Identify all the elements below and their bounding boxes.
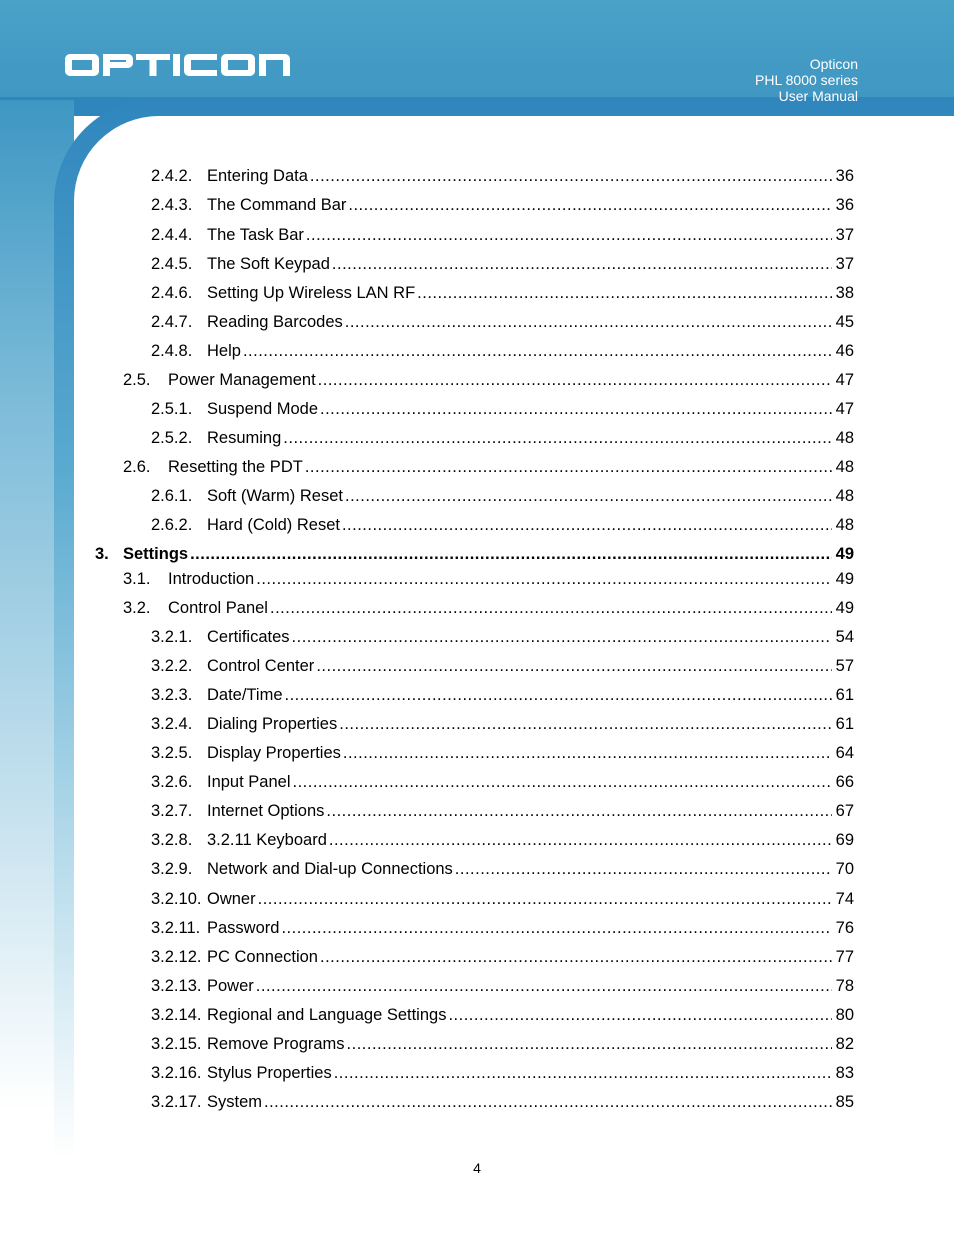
toc-entry-page: 54 [835, 628, 854, 646]
toc-entry-number: 3.2.15. [151, 1035, 202, 1053]
toc-entry[interactable] [151, 977, 854, 996]
toc-entry-number: 3.2.12. [151, 948, 202, 966]
toc-dot-leader [332, 255, 832, 274]
toc-entry-title: Certificates [207, 628, 290, 646]
toc-entry-number: 3.2.8. [151, 831, 193, 849]
toc-entry-number: 2.6. [123, 458, 151, 476]
toc-entry-number: 3. [95, 545, 109, 563]
toc-entry-page: 85 [835, 1093, 854, 1111]
toc-entry-page: 48 [835, 429, 854, 447]
toc-entry-page: 64 [835, 744, 854, 762]
toc-dot-leader [347, 1035, 832, 1054]
toc-entry-number: 2.4.8. [151, 342, 193, 360]
toc-dot-leader [292, 628, 832, 647]
toc-entry-title: PC Connection [207, 948, 318, 966]
toc-entry-number: 2.6.1. [151, 487, 193, 505]
toc-entry-title: Power [207, 977, 254, 995]
toc-entry-number: 3.2.2. [151, 657, 193, 675]
toc-dot-leader [455, 860, 832, 879]
toc-dot-leader [264, 1093, 832, 1112]
toc-entry[interactable] [151, 890, 854, 909]
toc-dot-leader [417, 284, 831, 303]
toc-entry-title: Network and Dial-up Connections [207, 860, 453, 878]
toc-entry-page: 57 [835, 657, 854, 675]
toc-entry-page: 38 [835, 284, 854, 302]
toc-dot-leader [190, 545, 832, 564]
toc-entry[interactable] [151, 516, 854, 535]
toc-entry-title: The Task Bar [207, 226, 304, 244]
toc-entry-number: 3.2.3. [151, 686, 193, 704]
toc-entry[interactable] [151, 1064, 854, 1083]
toc-entry[interactable] [123, 599, 854, 618]
product-name: PHL 8000 series [755, 72, 858, 88]
toc-entry-number: 3.2.1. [151, 628, 193, 646]
toc-entry-title: Reading Barcodes [207, 313, 343, 331]
toc-dot-leader [345, 487, 832, 506]
toc-dot-leader [316, 657, 831, 676]
toc-entry[interactable] [151, 860, 854, 879]
toc-entry-number: 3.2.5. [151, 744, 193, 762]
toc-entry-title: Hard (Cold) Reset [207, 516, 340, 534]
toc-dot-leader [305, 458, 832, 477]
toc-entry-title: The Soft Keypad [207, 255, 330, 273]
toc-entry-page: 69 [835, 831, 854, 849]
toc-entry[interactable] [151, 487, 854, 506]
toc-entry-page: 76 [835, 919, 854, 937]
toc-entry-number: 3.1. [123, 570, 151, 588]
toc-dot-leader [339, 715, 831, 734]
toc-dot-leader [345, 313, 832, 332]
toc-entry[interactable] [151, 1093, 854, 1112]
toc-dot-leader [448, 1006, 831, 1025]
toc-entry-page: 47 [835, 371, 854, 389]
toc-dot-leader [310, 167, 832, 186]
toc-entry-number: 3.2.6. [151, 773, 193, 791]
toc-dot-leader [292, 773, 831, 792]
toc-dot-leader [334, 1064, 832, 1083]
toc-entry-title: Stylus Properties [207, 1064, 332, 1082]
company-name: Opticon [809, 56, 858, 72]
toc-entry[interactable] [151, 196, 854, 215]
toc-entry[interactable] [151, 657, 854, 676]
toc-entry-title: The Command Bar [207, 196, 347, 214]
toc-entry[interactable] [151, 226, 854, 245]
toc-entry-title: Regional and Language Settings [207, 1006, 447, 1024]
toc-entry-title: Setting Up Wireless LAN RF [207, 284, 416, 302]
toc-entry-page: 74 [835, 890, 854, 908]
toc-entry-title: Remove Programs [207, 1035, 345, 1053]
toc-entry-title: Control Center [207, 657, 315, 675]
toc-entry-number: 2.4.2. [151, 167, 193, 185]
toc-entry-page: 67 [835, 802, 854, 820]
toc-entry-title: Date/Time [207, 686, 283, 704]
toc-entry[interactable] [151, 831, 854, 850]
toc-dot-leader [243, 342, 832, 361]
toc-entry-title: Resuming [207, 429, 282, 447]
toc-entry[interactable] [151, 342, 854, 361]
page-number: 4 [473, 1160, 481, 1176]
toc-entry-title: Soft (Warm) Reset [207, 487, 343, 505]
toc-entry-page: 36 [835, 196, 854, 214]
toc-entry-page: 78 [835, 977, 854, 995]
toc-entry[interactable] [95, 545, 854, 564]
toc-entry-number: 2.4.6. [151, 284, 193, 302]
toc-dot-leader [258, 890, 832, 909]
toc-entry-title: Internet Options [207, 802, 325, 820]
toc-entry-title: Dialing Properties [207, 715, 338, 733]
toc-entry-title: Control Panel [168, 599, 268, 617]
toc-entry-page: 70 [835, 860, 854, 878]
toc-dot-leader [320, 400, 832, 419]
toc-entry-title: Entering Data [207, 167, 308, 185]
toc-dot-leader [306, 226, 832, 245]
toc-entry-number: 3.2.7. [151, 802, 193, 820]
toc-entry[interactable] [151, 628, 854, 647]
toc-entry-number: 2.5.1. [151, 400, 193, 418]
toc-entry[interactable] [151, 948, 854, 967]
toc-entry-title: System [207, 1093, 263, 1111]
toc-entry-number: 3.2.16. [151, 1064, 202, 1082]
toc-entry-number: 2.4.5. [151, 255, 193, 273]
toc-entry-title: Input Panel [207, 773, 291, 791]
toc-entry-title: Power Management [168, 371, 316, 389]
toc-dot-leader [320, 948, 832, 967]
toc-dot-leader [256, 570, 831, 589]
toc-entry-title: Display Properties [207, 744, 341, 762]
toc-entry-page: 80 [835, 1006, 854, 1024]
toc-entry-page: 61 [835, 686, 854, 704]
toc-dot-leader [329, 831, 832, 850]
toc-entry-number: 3.2.4. [151, 715, 193, 733]
document-type: User Manual [778, 88, 858, 104]
toc-dot-leader [281, 919, 831, 938]
toc-entry-page: 49 [835, 545, 854, 563]
toc-entry-page: 37 [835, 226, 854, 244]
toc-entry-number: 2.4.7. [151, 313, 193, 331]
toc-entry-page: 48 [835, 458, 854, 476]
toc-entry-number: 3.2.10. [151, 890, 202, 908]
toc-entry[interactable] [151, 686, 854, 705]
toc-entry[interactable] [151, 744, 854, 763]
toc-entry-page: 49 [835, 599, 854, 617]
toc-entry-title: Suspend Mode [207, 400, 318, 418]
toc-entry-page: 61 [835, 715, 854, 733]
toc-entry[interactable] [151, 313, 854, 332]
toc-entry[interactable] [151, 919, 854, 938]
toc-dot-leader [326, 802, 831, 821]
toc-entry-title: Introduction [168, 570, 255, 588]
toc-entry-number: 3.2. [123, 599, 151, 617]
toc-entry[interactable] [151, 429, 854, 448]
toc-entry-page: 45 [835, 313, 854, 331]
toc-dot-leader [285, 686, 832, 705]
toc-entry[interactable] [151, 802, 854, 821]
toc-entry-page: 77 [835, 948, 854, 966]
toc-entry-page: 47 [835, 400, 854, 418]
toc-dot-leader [283, 429, 831, 448]
toc-entry-number: 3.2.9. [151, 860, 193, 878]
toc-entry-number: 2.5.2. [151, 429, 193, 447]
toc-entry-page: 37 [835, 255, 854, 273]
toc-entry-title: Owner [207, 890, 256, 908]
toc-entry[interactable] [151, 1006, 854, 1025]
toc-entry[interactable] [123, 458, 854, 477]
toc-entry-number: 2.6.2. [151, 516, 193, 534]
toc-entry-page: 66 [835, 773, 854, 791]
toc-entry[interactable] [151, 255, 854, 274]
toc-entry-page: 48 [835, 516, 854, 534]
toc-entry[interactable] [151, 284, 854, 303]
toc-entry-number: 3.2.11. [151, 919, 201, 937]
toc-entry-title: Help [207, 342, 241, 360]
toc-entry-page: 36 [835, 167, 854, 185]
toc-dot-leader [256, 977, 832, 996]
toc-entry[interactable] [151, 400, 854, 419]
toc-entry[interactable] [123, 570, 854, 589]
toc-dot-leader [270, 599, 832, 618]
toc-dot-leader [348, 196, 831, 215]
toc-entry-number: 3.2.17. [151, 1093, 202, 1111]
toc-entry-title: Resetting the PDT [168, 458, 303, 476]
toc-entry[interactable] [123, 371, 854, 390]
toc-dot-leader [343, 744, 832, 763]
toc-entry-title: 3.2.11 Keyboard [207, 831, 327, 849]
toc-entry[interactable] [151, 715, 854, 734]
toc-entry-page: 83 [835, 1064, 854, 1082]
toc-entry-number: 3.2.13. [151, 977, 202, 995]
toc-dot-leader [318, 371, 832, 390]
toc-entry-title: Password [207, 919, 280, 937]
toc-entry[interactable] [151, 773, 854, 792]
toc-entry-number: 2.4.4. [151, 226, 193, 244]
toc-entry-number: 2.5. [123, 371, 151, 389]
toc-entry-number: 2.4.3. [151, 196, 193, 214]
toc-entry[interactable] [151, 1035, 854, 1054]
toc-entry[interactable] [151, 167, 854, 186]
toc-entry-number: 3.2.14. [151, 1006, 202, 1024]
toc-entry-page: 49 [835, 570, 854, 588]
toc-entry-page: 48 [835, 487, 854, 505]
toc-entry-page: 46 [835, 342, 854, 360]
toc-entry-title: Settings [123, 545, 189, 563]
toc-entry-page: 82 [835, 1035, 854, 1053]
toc-dot-leader [342, 516, 832, 535]
